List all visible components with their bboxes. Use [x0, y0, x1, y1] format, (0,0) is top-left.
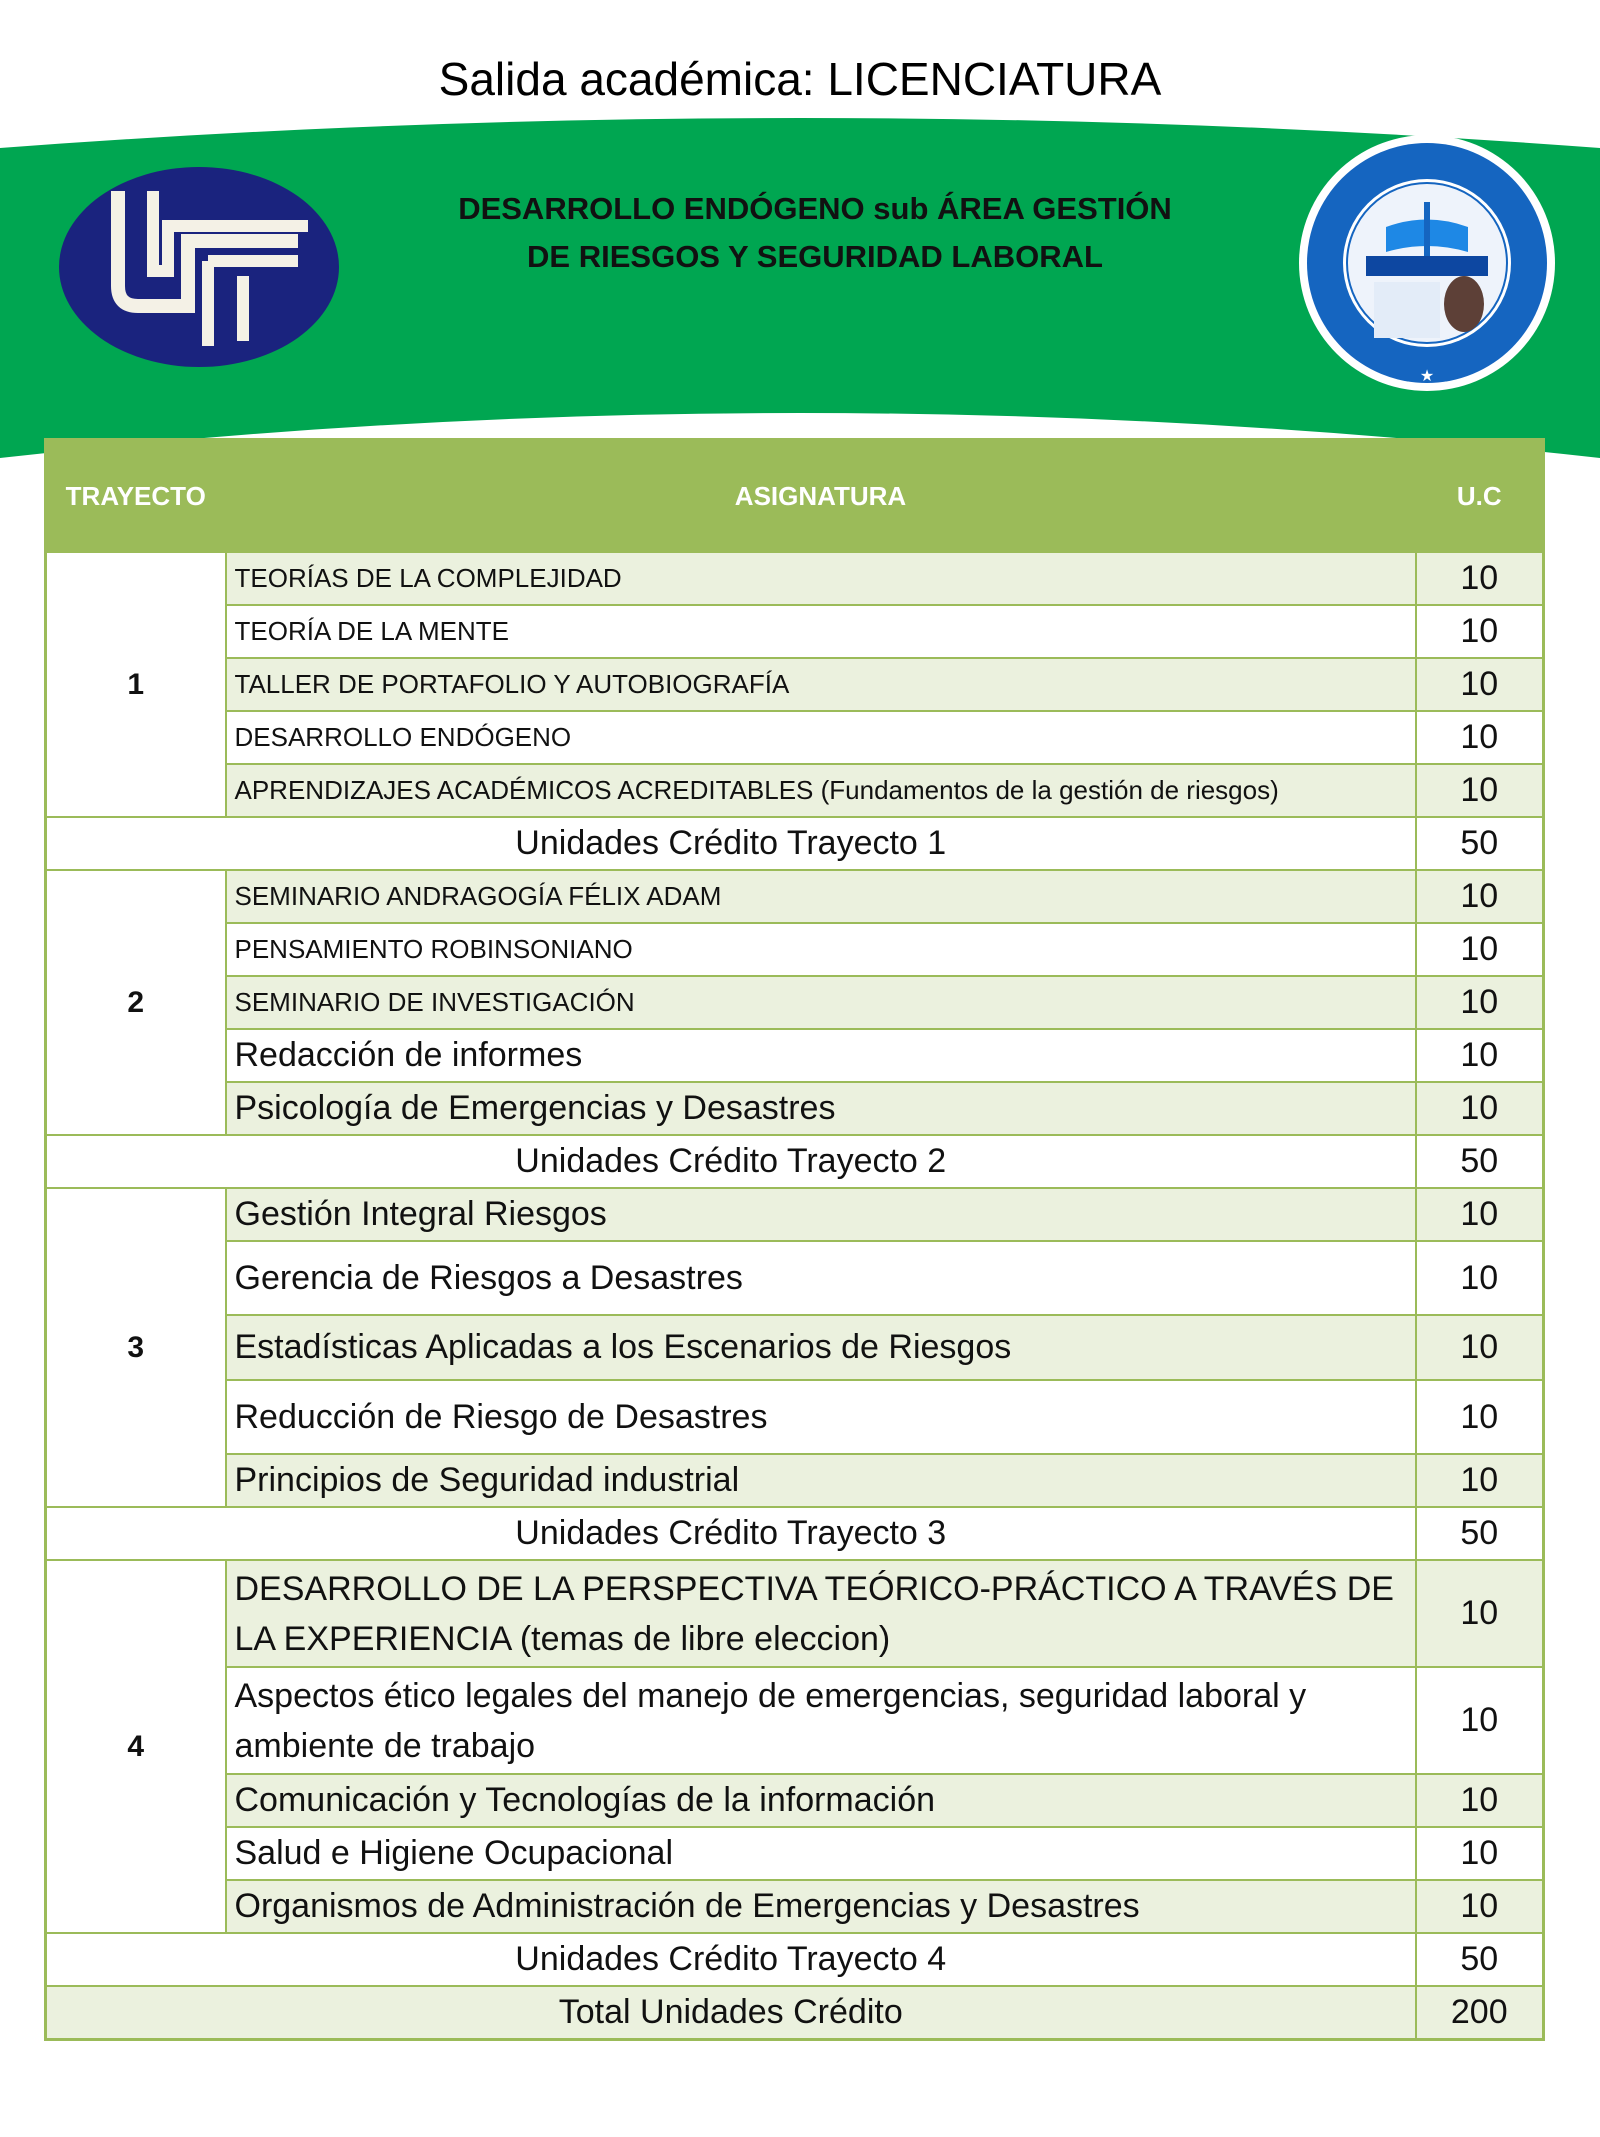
trayecto-number: 4: [46, 1560, 226, 1933]
subject-cell: Salud e Higiene Ocupacional: [226, 1827, 1416, 1880]
subtotal-value: 50: [1416, 1933, 1544, 1986]
trayecto-number: 2: [46, 870, 226, 1135]
uc-cell: 10: [1416, 1880, 1544, 1933]
subject-cell: Psicología de Emergencias y Desastres: [226, 1082, 1416, 1135]
subtotal-value: 50: [1416, 1135, 1544, 1188]
subject-cell: DESARROLLO DE LA PERSPECTIVA TEÓRICO-PRÁCTICO A TRAVÉS DE LA EXPERIENCIA (temas de libre eleccion): [226, 1560, 1416, 1667]
table-row: [46, 658, 1544, 711]
subject-cell: Estadísticas Aplicadas a los Escenarios de Riesgos: [226, 1315, 1416, 1380]
table-row: [46, 1667, 1544, 1774]
uc-cell: 10: [1416, 870, 1544, 923]
subject-cell: DESARROLLO ENDÓGENO: [226, 711, 1416, 764]
table-row: [46, 1241, 1544, 1315]
subtotal-value: 50: [1416, 1507, 1544, 1560]
table-row: [46, 870, 1544, 923]
trayecto-number: 1: [46, 552, 226, 817]
table-row: [46, 1880, 1544, 1933]
grand-total-label: Total Unidades Crédito: [46, 1986, 1416, 2039]
university-logo: [58, 166, 340, 368]
uc-cell: 10: [1416, 1774, 1544, 1827]
table-row: [46, 1560, 1544, 1667]
table-row: [46, 1082, 1544, 1135]
subtitle-line-2: DE RIESGOS Y SEGURIDAD LABORAL: [527, 239, 1103, 274]
uc-cell: 10: [1416, 1241, 1544, 1315]
subtotal-value: 50: [1416, 817, 1544, 870]
subject-cell: Gerencia de Riesgos a Desastres: [226, 1241, 1416, 1315]
curriculum-table: [44, 438, 1545, 2041]
header-row: [46, 440, 1544, 553]
subtotal-row: [46, 1135, 1544, 1188]
subject-cell: TALLER DE PORTAFOLIO Y AUTOBIOGRAFÍA: [226, 658, 1416, 711]
subtotal-label: Unidades Crédito Trayecto 3: [46, 1507, 1416, 1560]
uc-cell: 10: [1416, 711, 1544, 764]
subject-cell: APRENDIZAJES ACADÉMICOS ACREDITABLES (Fundamentos de la gestión de riesgos): [226, 764, 1416, 817]
subject-cell: TEORÍAS DE LA COMPLEJIDAD: [226, 552, 1416, 605]
subject-cell: SEMINARIO DE INVESTIGACIÓN: [226, 976, 1416, 1029]
trayecto-number: 3: [46, 1188, 226, 1507]
table-row: [46, 1380, 1544, 1454]
uc-cell: 10: [1416, 976, 1544, 1029]
subtotal-label: Unidades Crédito Trayecto 2: [46, 1135, 1416, 1188]
table-row: [46, 1774, 1544, 1827]
subject-cell: SEMINARIO ANDRAGOGÍA FÉLIX ADAM: [226, 870, 1416, 923]
table-row: [46, 711, 1544, 764]
grand-total-value: 200: [1416, 1986, 1544, 2039]
uc-cell: 10: [1416, 605, 1544, 658]
uc-cell: 10: [1416, 764, 1544, 817]
subject-cell: Redacción de informes: [226, 1029, 1416, 1082]
header-trayecto: TRAYECTO: [46, 440, 226, 553]
subtotal-row: [46, 1933, 1544, 1986]
table-row: [46, 976, 1544, 1029]
subject-cell: Comunicación y Tecnologías de la información: [226, 1774, 1416, 1827]
subtotal-label: Unidades Crédito Trayecto 1: [46, 817, 1416, 870]
uc-cell: 10: [1416, 923, 1544, 976]
subject-cell: Gestión Integral Riesgos: [226, 1188, 1416, 1241]
subject-cell: Principios de Seguridad industrial: [226, 1454, 1416, 1507]
svg-text:★: ★: [1419, 366, 1435, 385]
table-row: [46, 923, 1544, 976]
subtotal-row: [46, 817, 1544, 870]
subject-cell: PENSAMIENTO ROBINSONIANO: [226, 923, 1416, 976]
uc-cell: 10: [1416, 1827, 1544, 1880]
table-row: [46, 605, 1544, 658]
header-asignatura: ASIGNATURA: [226, 440, 1416, 553]
subject-cell: Organismos de Administración de Emergencias y Desastres: [226, 1880, 1416, 1933]
table-row: [46, 1454, 1544, 1507]
uc-cell: 10: [1416, 658, 1544, 711]
subtitle-line-1: DESARROLLO ENDÓGENO sub ÁREA GESTIÓN: [458, 191, 1172, 226]
table-row: [46, 1827, 1544, 1880]
uc-cell: 10: [1416, 1454, 1544, 1507]
uc-cell: 10: [1416, 1560, 1544, 1667]
uc-cell: 10: [1416, 1188, 1544, 1241]
subject-cell: Aspectos ético legales del manejo de emergencias, seguridad laboral y ambiente de trabajo: [226, 1667, 1416, 1774]
subtotal-row: [46, 1507, 1544, 1560]
table-row: [46, 1029, 1544, 1082]
table-row: [46, 1188, 1544, 1241]
page-title: Salida académica: LICENCIATURA: [438, 53, 1162, 105]
table-row: [46, 1315, 1544, 1380]
subject-cell: TEORÍA DE LA MENTE: [226, 605, 1416, 658]
uc-cell: 10: [1416, 1029, 1544, 1082]
uc-cell: 10: [1416, 1667, 1544, 1774]
program-subtitle: [380, 185, 1250, 281]
fermin-toro-seal: [1296, 132, 1558, 394]
uc-cell: 10: [1416, 1380, 1544, 1454]
subtotal-label: Unidades Crédito Trayecto 4: [46, 1933, 1416, 1986]
table-row: [46, 764, 1544, 817]
uc-cell: 10: [1416, 552, 1544, 605]
subject-cell: Reducción de Riesgo de Desastres: [226, 1380, 1416, 1454]
table-row: [46, 552, 1544, 605]
uc-cell: 10: [1416, 1082, 1544, 1135]
grand-total-row: [46, 1986, 1544, 2039]
uc-cell: 10: [1416, 1315, 1544, 1380]
header-uc: U.C: [1416, 440, 1544, 553]
